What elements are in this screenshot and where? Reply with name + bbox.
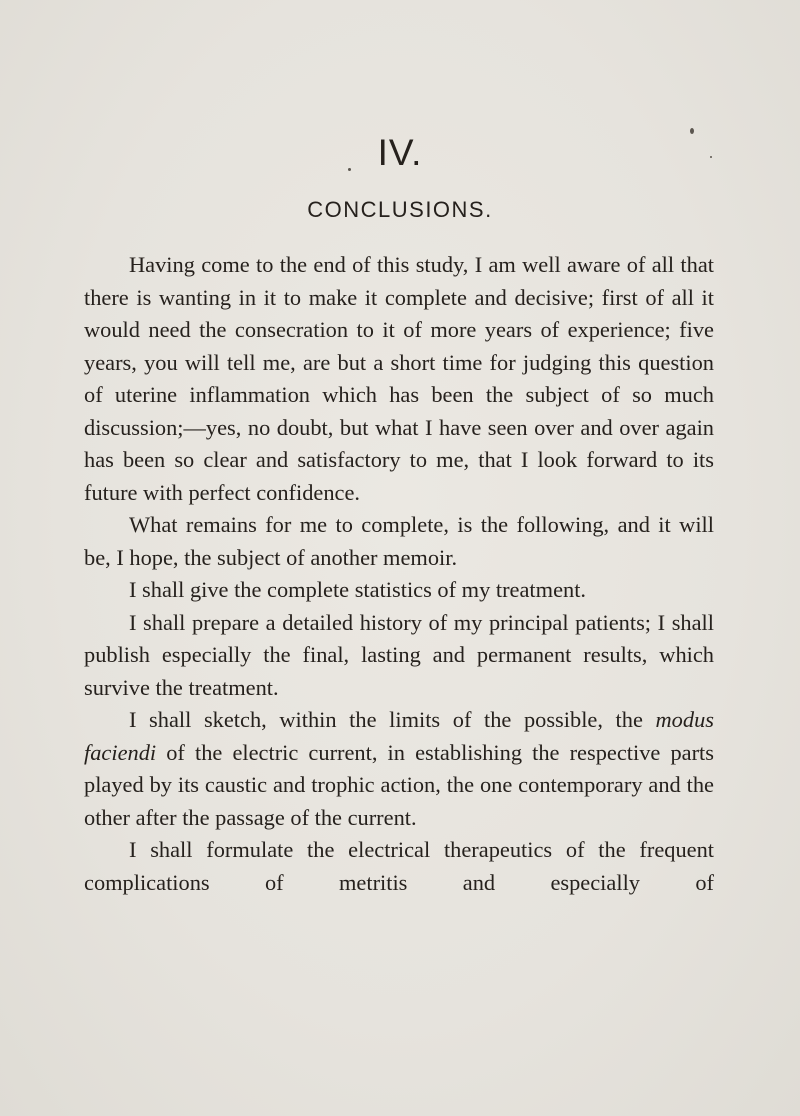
italic-phrase: modus faciendi [84, 707, 714, 765]
paragraph-study-end: Having come to the end of this study, I am well aware of all that there is wanting in it to make it complete and decisive; first of all it would need the consecration to it of more years of experience; five years, you will tell me, are but a short time for judging this question of uterine inflammation which has been the subject of so much discussion;—yes, no doubt, but what I have seen over and over again has been so clear and satisfactory to me, that I look forward to its future with perfect confidence. [84, 252, 714, 505]
paragraph-modus-faciendi-part-1: I shall sketch, within the limits of the possible, the [129, 707, 656, 732]
paragraph-statistics: I shall give the complete statistics of my treatment. [129, 577, 587, 602]
chapter-number: IV. [377, 132, 423, 173]
paper-speck [710, 156, 712, 158]
paper-speck [348, 168, 351, 171]
paragraph-modus-faciendi [84, 704, 714, 834]
paragraph-modus-faciendi-part-2: of the electric current, in establishing the respective parts played by its caustic and trophic action, the one contemporary and the other after the passage of the current. [84, 739, 714, 830]
paragraph-therapeutics: I shall formulate the electrical therapeutics of the frequent complications of metritis and especially of [84, 837, 714, 895]
paper-speck [690, 128, 694, 134]
body-text [84, 249, 714, 899]
paragraph-what-remains: What remains for me to complete, is the following, and it will be, I hope, the subject of another memoir. [84, 512, 714, 570]
chapter-title: CONCLUSIONS. [307, 197, 493, 222]
paragraph-patient-history: I shall prepare a detailed history of my principal patients; I shall publish especially the final, lasting and permanent results, which survive the treatment. [84, 609, 714, 700]
